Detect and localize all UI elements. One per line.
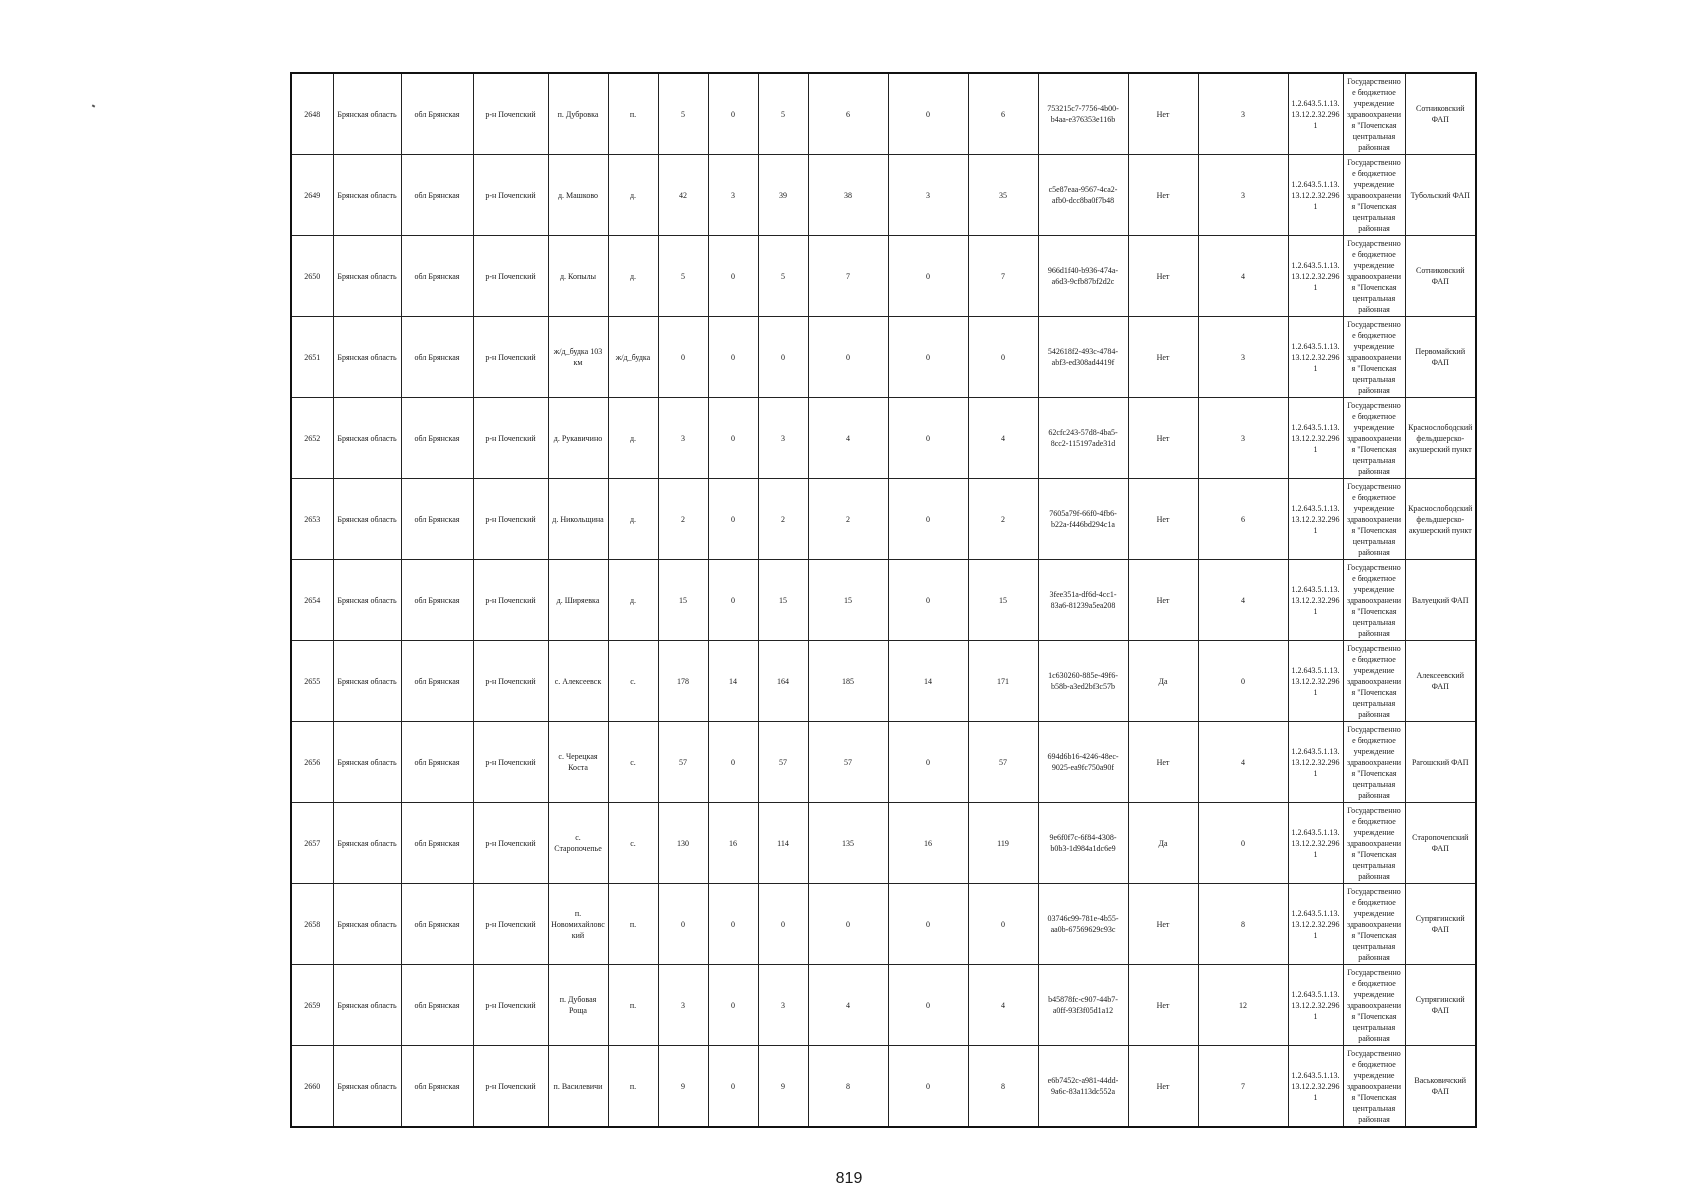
fias-guid-cell: 694d6b16-4246-48ec-9025-ea9fc750a90f: [1038, 722, 1128, 803]
fias-guid-cell: 753215c7-7756-4b00-b4aa-e376353e116b: [1038, 73, 1128, 155]
fap-name-cell: Алексеевский ФАП: [1405, 641, 1476, 722]
org-oid-cell: 1.2.643.5.1.13.13.12.2.32.2961: [1288, 884, 1343, 965]
population-total-2-cell: 4: [808, 965, 888, 1046]
district-cell: р-н Почепский: [473, 803, 548, 884]
table-row: [291, 236, 1476, 317]
population-children-2-cell: 0: [888, 560, 968, 641]
org-name-cell: Государственное бюджетное учреждение здравоохранения "Почепская центральная районная: [1343, 155, 1405, 236]
settlement-type-cell: д.: [608, 479, 658, 560]
population-adults-cell: 57: [758, 722, 808, 803]
org-oid-cell: 1.2.643.5.1.13.13.12.2.32.2961: [1288, 722, 1343, 803]
population-children-cell: 14: [708, 641, 758, 722]
population-adults-2-cell: 0: [968, 884, 1038, 965]
district-cell: р-н Почепский: [473, 722, 548, 803]
has-facility-cell: Нет: [1128, 236, 1198, 317]
oblast-cell: обл Брянская: [401, 965, 473, 1046]
region-cell: Брянская область: [333, 722, 401, 803]
population-total-cell: 3: [658, 398, 708, 479]
district-cell: р-н Почепский: [473, 884, 548, 965]
population-children-2-cell: 0: [888, 722, 968, 803]
population-total-2-cell: 15: [808, 560, 888, 641]
settlement-type-cell: п.: [608, 965, 658, 1046]
settlement-type-cell: п.: [608, 73, 658, 155]
org-oid-cell: 1.2.643.5.1.13.13.12.2.32.2961: [1288, 155, 1343, 236]
org-oid-cell: 1.2.643.5.1.13.13.12.2.32.2961: [1288, 641, 1343, 722]
district-cell: р-н Почепский: [473, 479, 548, 560]
settlement-type-cell: д.: [608, 155, 658, 236]
population-children-2-cell: 0: [888, 398, 968, 479]
oblast-cell: обл Брянская: [401, 560, 473, 641]
population-total-2-cell: 4: [808, 398, 888, 479]
settlement-cell: д. Ширяевка: [548, 560, 608, 641]
has-facility-cell: Нет: [1128, 560, 1198, 641]
settlement-type-cell: ж/д_будка: [608, 317, 658, 398]
table-row: [291, 560, 1476, 641]
org-name-cell: Государственное бюджетное учреждение здравоохранения "Почепская центральная районная: [1343, 560, 1405, 641]
region-cell: Брянская область: [333, 1046, 401, 1128]
settlement-type-cell: с.: [608, 641, 658, 722]
settlement-type-cell: д.: [608, 398, 658, 479]
population-total-2-cell: 135: [808, 803, 888, 884]
has-facility-cell: Нет: [1128, 1046, 1198, 1128]
population-adults-cell: 0: [758, 317, 808, 398]
region-cell: Брянская область: [333, 236, 401, 317]
fias-guid-cell: 03746c99-781e-4b55-aa0b-67569629c93c: [1038, 884, 1128, 965]
population-adults-2-cell: 4: [968, 965, 1038, 1046]
org-oid-cell: 1.2.643.5.1.13.13.12.2.32.2961: [1288, 479, 1343, 560]
region-cell: Брянская область: [333, 641, 401, 722]
fias-guid-cell: 9e6f0f7c-6f84-4308-b0b3-1d984a1dc6e9: [1038, 803, 1128, 884]
distance-cell: 3: [1198, 155, 1288, 236]
population-total-cell: 3: [658, 965, 708, 1046]
population-children-cell: 0: [708, 317, 758, 398]
table-row: [291, 73, 1476, 155]
population-children-2-cell: 16: [888, 803, 968, 884]
population-children-cell: 0: [708, 398, 758, 479]
has-facility-cell: Нет: [1128, 884, 1198, 965]
region-cell: Брянская область: [333, 398, 401, 479]
row-number-cell: 2657: [291, 803, 333, 884]
org-oid-cell: 1.2.643.5.1.13.13.12.2.32.2961: [1288, 965, 1343, 1046]
distance-cell: 12: [1198, 965, 1288, 1046]
region-cell: Брянская область: [333, 73, 401, 155]
region-cell: Брянская область: [333, 560, 401, 641]
fias-guid-cell: 542618f2-493c-4784-abf3-ed308ad4419f: [1038, 317, 1128, 398]
population-adults-cell: 9: [758, 1046, 808, 1128]
has-facility-cell: Нет: [1128, 722, 1198, 803]
population-adults-2-cell: 7: [968, 236, 1038, 317]
region-cell: Брянская область: [333, 155, 401, 236]
district-cell: р-н Почепский: [473, 641, 548, 722]
has-facility-cell: Да: [1128, 641, 1198, 722]
has-facility-cell: Нет: [1128, 155, 1198, 236]
org-name-cell: Государственное бюджетное учреждение здравоохранения "Почепская центральная районная: [1343, 803, 1405, 884]
org-name-cell: Государственное бюджетное учреждение здравоохранения "Почепская центральная районная: [1343, 317, 1405, 398]
has-facility-cell: Нет: [1128, 73, 1198, 155]
population-total-2-cell: 6: [808, 73, 888, 155]
oblast-cell: обл Брянская: [401, 317, 473, 398]
scan-speck: [92, 104, 96, 107]
settlement-type-cell: с.: [608, 722, 658, 803]
population-adults-2-cell: 15: [968, 560, 1038, 641]
row-number-cell: 2656: [291, 722, 333, 803]
org-oid-cell: 1.2.643.5.1.13.13.12.2.32.2961: [1288, 73, 1343, 155]
fap-name-cell: Супрягинский ФАП: [1405, 884, 1476, 965]
oblast-cell: обл Брянская: [401, 1046, 473, 1128]
settlement-type-cell: п.: [608, 1046, 658, 1128]
has-facility-cell: Нет: [1128, 398, 1198, 479]
population-children-2-cell: 14: [888, 641, 968, 722]
fap-name-cell: Тубольский ФАП: [1405, 155, 1476, 236]
population-adults-cell: 114: [758, 803, 808, 884]
distance-cell: 3: [1198, 317, 1288, 398]
population-children-2-cell: 0: [888, 479, 968, 560]
table-row: [291, 317, 1476, 398]
population-total-2-cell: 185: [808, 641, 888, 722]
distance-cell: 4: [1198, 722, 1288, 803]
population-total-cell: 9: [658, 1046, 708, 1128]
district-cell: р-н Почепский: [473, 1046, 548, 1128]
fap-name-cell: Краснослободский фельдшерско-акушерский пункт: [1405, 398, 1476, 479]
table-row: [291, 965, 1476, 1046]
row-number-cell: 2655: [291, 641, 333, 722]
settlement-type-cell: д.: [608, 236, 658, 317]
table-row: [291, 884, 1476, 965]
population-children-2-cell: 0: [888, 965, 968, 1046]
district-cell: р-н Почепский: [473, 965, 548, 1046]
row-number-cell: 2659: [291, 965, 333, 1046]
org-name-cell: Государственное бюджетное учреждение здравоохранения "Почепская центральная районная: [1343, 73, 1405, 155]
population-children-2-cell: 0: [888, 317, 968, 398]
has-facility-cell: Нет: [1128, 317, 1198, 398]
population-total-cell: 0: [658, 884, 708, 965]
distance-cell: 3: [1198, 398, 1288, 479]
org-name-cell: Государственное бюджетное учреждение здравоохранения "Почепская центральная районная: [1343, 884, 1405, 965]
population-children-2-cell: 0: [888, 1046, 968, 1128]
population-children-cell: 0: [708, 236, 758, 317]
population-adults-cell: 164: [758, 641, 808, 722]
fap-name-cell: Сотниковский ФАП: [1405, 73, 1476, 155]
population-total-cell: 2: [658, 479, 708, 560]
org-oid-cell: 1.2.643.5.1.13.13.12.2.32.2961: [1288, 560, 1343, 641]
fias-guid-cell: 1c630260-885e-49f6-b58b-a3ed2bf3c57b: [1038, 641, 1128, 722]
settlement-cell: с. Старопочепье: [548, 803, 608, 884]
population-adults-cell: 2: [758, 479, 808, 560]
population-total-cell: 130: [658, 803, 708, 884]
org-oid-cell: 1.2.643.5.1.13.13.12.2.32.2961: [1288, 317, 1343, 398]
org-oid-cell: 1.2.643.5.1.13.13.12.2.32.2961: [1288, 236, 1343, 317]
settlement-type-cell: п.: [608, 884, 658, 965]
population-adults-cell: 15: [758, 560, 808, 641]
distance-cell: 7: [1198, 1046, 1288, 1128]
population-adults-cell: 3: [758, 965, 808, 1046]
population-children-cell: 0: [708, 722, 758, 803]
region-cell: Брянская область: [333, 479, 401, 560]
population-total-cell: 42: [658, 155, 708, 236]
fap-name-cell: Первомайский ФАП: [1405, 317, 1476, 398]
settlement-cell: с. Черецкая Коста: [548, 722, 608, 803]
oblast-cell: обл Брянская: [401, 803, 473, 884]
fias-guid-cell: 3fee351a-df6d-4cc1-83a6-81239a5ea208: [1038, 560, 1128, 641]
settlement-cell: ж/д_будка 103 км: [548, 317, 608, 398]
oblast-cell: обл Брянская: [401, 479, 473, 560]
org-name-cell: Государственное бюджетное учреждение здравоохранения "Почепская центральная районная: [1343, 398, 1405, 479]
org-name-cell: Государственное бюджетное учреждение здравоохранения "Почепская центральная районная: [1343, 1046, 1405, 1128]
table-row: [291, 155, 1476, 236]
district-cell: р-н Почепский: [473, 236, 548, 317]
distance-cell: 8: [1198, 884, 1288, 965]
population-children-cell: 0: [708, 965, 758, 1046]
fias-guid-cell: b45878fc-c907-44b7-a0ff-93f3f05d1a12: [1038, 965, 1128, 1046]
district-cell: р-н Почепский: [473, 398, 548, 479]
population-adults-cell: 5: [758, 236, 808, 317]
distance-cell: 0: [1198, 803, 1288, 884]
district-cell: р-н Почепский: [473, 317, 548, 398]
fap-name-cell: Валуецкий ФАП: [1405, 560, 1476, 641]
population-children-cell: 3: [708, 155, 758, 236]
population-children-cell: 0: [708, 560, 758, 641]
distance-cell: 3: [1198, 73, 1288, 155]
page-number: 819: [835, 1170, 863, 1187]
table-row: [291, 1046, 1476, 1128]
oblast-cell: обл Брянская: [401, 236, 473, 317]
fap-name-cell: Сотниковский ФАП: [1405, 236, 1476, 317]
org-oid-cell: 1.2.643.5.1.13.13.12.2.32.2961: [1288, 803, 1343, 884]
row-number-cell: 2658: [291, 884, 333, 965]
distance-cell: 6: [1198, 479, 1288, 560]
fap-name-cell: Краснослободский фельдшерско-акушерский пункт: [1405, 479, 1476, 560]
population-total-2-cell: 8: [808, 1046, 888, 1128]
district-cell: р-н Почепский: [473, 560, 548, 641]
population-children-cell: 16: [708, 803, 758, 884]
org-oid-cell: 1.2.643.5.1.13.13.12.2.32.2961: [1288, 398, 1343, 479]
distance-cell: 4: [1198, 236, 1288, 317]
population-total-2-cell: 38: [808, 155, 888, 236]
org-name-cell: Государственное бюджетное учреждение здравоохранения "Почепская центральная районная: [1343, 641, 1405, 722]
row-number-cell: 2652: [291, 398, 333, 479]
district-cell: р-н Почепский: [473, 73, 548, 155]
region-cell: Брянская область: [333, 803, 401, 884]
population-total-2-cell: 7: [808, 236, 888, 317]
population-adults-2-cell: 57: [968, 722, 1038, 803]
population-adults-cell: 39: [758, 155, 808, 236]
table-row: [291, 641, 1476, 722]
org-name-cell: Государственное бюджетное учреждение здравоохранения "Почепская центральная районная: [1343, 236, 1405, 317]
district-cell: р-н Почепский: [473, 155, 548, 236]
fias-guid-cell: 62cfc243-57d8-4ba5-8cc2-115197ade31d: [1038, 398, 1128, 479]
fap-name-cell: Рагошский ФАП: [1405, 722, 1476, 803]
population-adults-2-cell: 2: [968, 479, 1038, 560]
population-total-cell: 178: [658, 641, 708, 722]
settlement-cell: с. Алексеевск: [548, 641, 608, 722]
population-children-2-cell: 0: [888, 236, 968, 317]
oblast-cell: обл Брянская: [401, 73, 473, 155]
oblast-cell: обл Брянская: [401, 722, 473, 803]
population-total-2-cell: 57: [808, 722, 888, 803]
has-facility-cell: Да: [1128, 803, 1198, 884]
population-adults-2-cell: 6: [968, 73, 1038, 155]
population-children-cell: 0: [708, 479, 758, 560]
row-number-cell: 2660: [291, 1046, 333, 1128]
oblast-cell: обл Брянская: [401, 884, 473, 965]
row-number-cell: 2654: [291, 560, 333, 641]
population-total-cell: 5: [658, 73, 708, 155]
fap-name-cell: Супрягинский ФАП: [1405, 965, 1476, 1046]
population-adults-2-cell: 119: [968, 803, 1038, 884]
settlement-cell: д. Рукавичино: [548, 398, 608, 479]
settlement-cell: п. Новомихайловский: [548, 884, 608, 965]
population-children-cell: 0: [708, 884, 758, 965]
settlement-cell: д. Машково: [548, 155, 608, 236]
fias-guid-cell: 966d1f40-b936-474a-a6d3-9cfb87bf2d2c: [1038, 236, 1128, 317]
region-cell: Брянская область: [333, 317, 401, 398]
has-facility-cell: Нет: [1128, 479, 1198, 560]
region-cell: Брянская область: [333, 884, 401, 965]
oblast-cell: обл Брянская: [401, 641, 473, 722]
population-total-cell: 5: [658, 236, 708, 317]
fias-guid-cell: e6b7452c-a981-44dd-9a6c-83a113dc552a: [1038, 1046, 1128, 1128]
org-name-cell: Государственное бюджетное учреждение здравоохранения "Почепская центральная районная: [1343, 722, 1405, 803]
table-row: [291, 479, 1476, 560]
fias-guid-cell: c5e87eaa-9567-4ca2-afb0-dcc8ba0f7b48: [1038, 155, 1128, 236]
population-adults-2-cell: 8: [968, 1046, 1038, 1128]
org-oid-cell: 1.2.643.5.1.13.13.12.2.32.2961: [1288, 1046, 1343, 1128]
row-number-cell: 2648: [291, 73, 333, 155]
org-name-cell: Государственное бюджетное учреждение здравоохранения "Почепская центральная районная: [1343, 479, 1405, 560]
table-body: [291, 73, 1476, 1127]
population-total-cell: 0: [658, 317, 708, 398]
settlement-cell: д. Копылы: [548, 236, 608, 317]
row-number-cell: 2653: [291, 479, 333, 560]
population-total-cell: 57: [658, 722, 708, 803]
fap-name-cell: Старопочепский ФАП: [1405, 803, 1476, 884]
has-facility-cell: Нет: [1128, 965, 1198, 1046]
population-adults-2-cell: 35: [968, 155, 1038, 236]
population-adults-2-cell: 4: [968, 398, 1038, 479]
row-number-cell: 2650: [291, 236, 333, 317]
region-cell: Брянская область: [333, 965, 401, 1046]
fias-guid-cell: 7605a79f-66f0-4fb6-b22a-f446bd294c1a: [1038, 479, 1128, 560]
population-total-2-cell: 0: [808, 884, 888, 965]
table-row: [291, 722, 1476, 803]
distance-cell: 4: [1198, 560, 1288, 641]
population-total-2-cell: 2: [808, 479, 888, 560]
oblast-cell: обл Брянская: [401, 398, 473, 479]
population-children-2-cell: 3: [888, 155, 968, 236]
population-total-2-cell: 0: [808, 317, 888, 398]
population-children-2-cell: 0: [888, 884, 968, 965]
settlement-cell: п. Дубовая Роща: [548, 965, 608, 1046]
row-number-cell: 2651: [291, 317, 333, 398]
table-row: [291, 803, 1476, 884]
settlement-cell: д. Никольщина: [548, 479, 608, 560]
settlement-type-cell: д.: [608, 560, 658, 641]
population-adults-cell: 0: [758, 884, 808, 965]
distance-cell: 0: [1198, 641, 1288, 722]
row-number-cell: 2649: [291, 155, 333, 236]
population-children-cell: 0: [708, 1046, 758, 1128]
org-name-cell: Государственное бюджетное учреждение здравоохранения "Почепская центральная районная: [1343, 965, 1405, 1046]
population-children-2-cell: 0: [888, 73, 968, 155]
population-adults-cell: 3: [758, 398, 808, 479]
population-adults-cell: 5: [758, 73, 808, 155]
settlement-cell: п. Дубровка: [548, 73, 608, 155]
settlement-type-cell: с.: [608, 803, 658, 884]
population-children-cell: 0: [708, 73, 758, 155]
table-row: [291, 398, 1476, 479]
population-adults-2-cell: 171: [968, 641, 1038, 722]
registry-table: [290, 72, 1477, 1128]
population-adults-2-cell: 0: [968, 317, 1038, 398]
population-total-cell: 15: [658, 560, 708, 641]
fap-name-cell: Васьковичский ФАП: [1405, 1046, 1476, 1128]
oblast-cell: обл Брянская: [401, 155, 473, 236]
settlement-cell: п. Василевичи: [548, 1046, 608, 1128]
